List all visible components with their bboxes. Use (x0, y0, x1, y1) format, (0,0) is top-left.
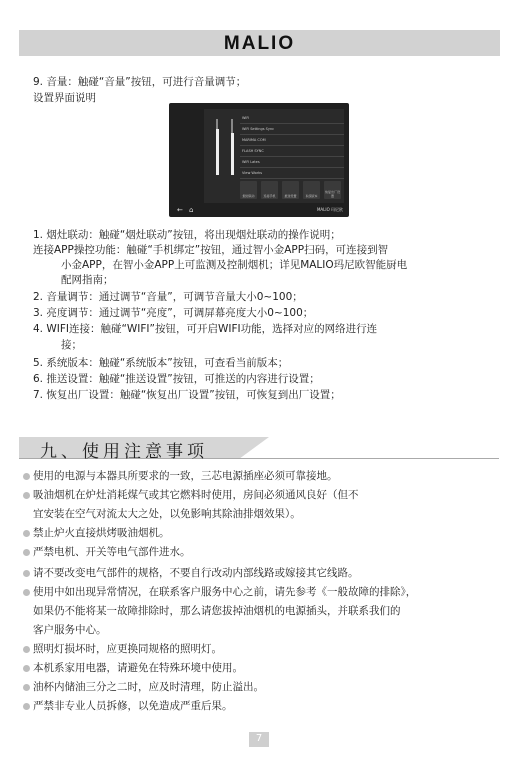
intro-line-volume: 9. 音量：触碰“音量”按钮，可进行音量调节； (33, 76, 247, 88)
settings-row: FLASH SYNC (240, 146, 344, 157)
bullet-icon (23, 530, 30, 537)
home-icon: ⌂ (189, 206, 194, 214)
tile-push: 推送设置 (282, 181, 299, 199)
settings-row: WiFi Settings Sync (240, 124, 344, 135)
page-number-box (249, 732, 269, 747)
settings-row: View Works (240, 168, 344, 179)
settings-panel (204, 109, 344, 203)
tile-reset: 恢复出厂设置 (324, 181, 341, 199)
note-item: 油杯内储油三分之二时，应及时清理，防止溢出。 (33, 681, 264, 693)
bullet-icon (23, 589, 30, 596)
bullet-icon (23, 570, 30, 577)
note-item-cont: 如果仍不能将某一故障排除时，那么请您拔掉油烟机的电源插头，并联系我们的 (33, 605, 401, 617)
settings-row: MARIMA COM (240, 135, 344, 146)
note-item: 严禁电机、开关等电气部件进水。 (33, 546, 191, 558)
note-item-cont: 宜安装在空气对流太大之处，以免影响其除油排烟效果）。 (33, 508, 301, 520)
note-item: 请不要改变电气部件的规格，不要自行改动内部线路或嫁接其它线路。 (33, 567, 359, 579)
volume-slider-fill (216, 129, 219, 175)
list-item-4-cont: 接； (61, 339, 82, 351)
note-item: 本机系家用电器，请避免在特殊环境中使用。 (33, 662, 243, 674)
settings-row: WiFi Lates (240, 157, 344, 168)
intro-line-settings-title: 设置界面说明 (33, 92, 96, 104)
list-item-5: 5. 系统版本：触碰“系统版本”按钮，可查看当前版本； (33, 357, 289, 369)
note-item: 使用的电源与本器具所要求的一致，三芯电源插座必须可靠接地。 (33, 470, 338, 482)
back-icon: ← (177, 206, 183, 214)
note-item: 禁止炉火直接烘烤吸油烟机。 (33, 527, 170, 539)
section-title: 九、使用注意事项 (40, 442, 208, 462)
bullet-icon (23, 703, 30, 710)
bullet-icon (23, 646, 30, 653)
bullet-icon (23, 549, 30, 556)
bullet-icon (23, 665, 30, 672)
brightness-slider-fill (231, 133, 234, 175)
tile-smoke-stove: 烟灶联动 (240, 181, 257, 199)
settings-screen-image (169, 103, 349, 217)
screen-brand: MALIO 玛尼欧 (316, 207, 343, 212)
note-item: 照明灯损坏时，应更换同规格的照明灯。 (33, 643, 222, 655)
list-item-2: 2. 音量调节：通过调节“音量”，可调节音量大小0~100； (33, 291, 303, 303)
note-item: 吸油烟机在炉灶消耗煤气或其它燃料时使用，房间必须通风良好（但不 (33, 489, 359, 501)
list-item-3: 3. 亮度调节：通过调节“亮度”，可调屏幕亮度大小0~100； (33, 307, 314, 319)
page-header (19, 30, 500, 56)
bullet-icon (23, 492, 30, 499)
bullet-icon (23, 684, 30, 691)
tile-phone: 连接手机 (261, 181, 278, 199)
brand-logo: MALIO (223, 33, 296, 54)
list-item-app-cont: 配网指南； (61, 274, 114, 286)
list-item-6: 6. 推送设置：触碰“推送设置”按钮，可推送的内容进行设置； (33, 373, 320, 385)
list-item-1: 1. 烟灶联动：触碰“烟灶联动”按钮，将出现烟灶联动的操作说明； (33, 229, 341, 241)
page-number: 7 (255, 733, 263, 744)
list-item-4: 4. WIFI连接：触碰“WIFI”按钮，可开启WIFI功能，选择对应的网络进行连 (33, 323, 378, 335)
tile-version: 系统版本 (303, 181, 320, 199)
bullet-icon (23, 473, 30, 480)
note-item: 使用中如出现异常情况，在联系客户服务中心之前，请先参考《一般故障的排除》， (33, 586, 417, 598)
list-item-app: 连接APP操控功能：触碰“手机绑定”按钮，通过智小金APP扫码，可连接到智 (33, 244, 389, 256)
settings-row: WiFi (240, 113, 344, 124)
note-item: 严禁非专业人员拆修，以免造成严重后果。 (33, 700, 233, 712)
note-item-cont: 客户服务中心。 (33, 624, 107, 636)
list-item-app-cont: 小金APP，在智小金APP上可监测及控制烟机；详见MALIO玛尼欧智能厨电 (61, 259, 408, 271)
list-item-7: 7. 恢复出厂设置：触碰“恢复出厂设置”按钮，可恢复到出厂设置； (33, 389, 341, 401)
